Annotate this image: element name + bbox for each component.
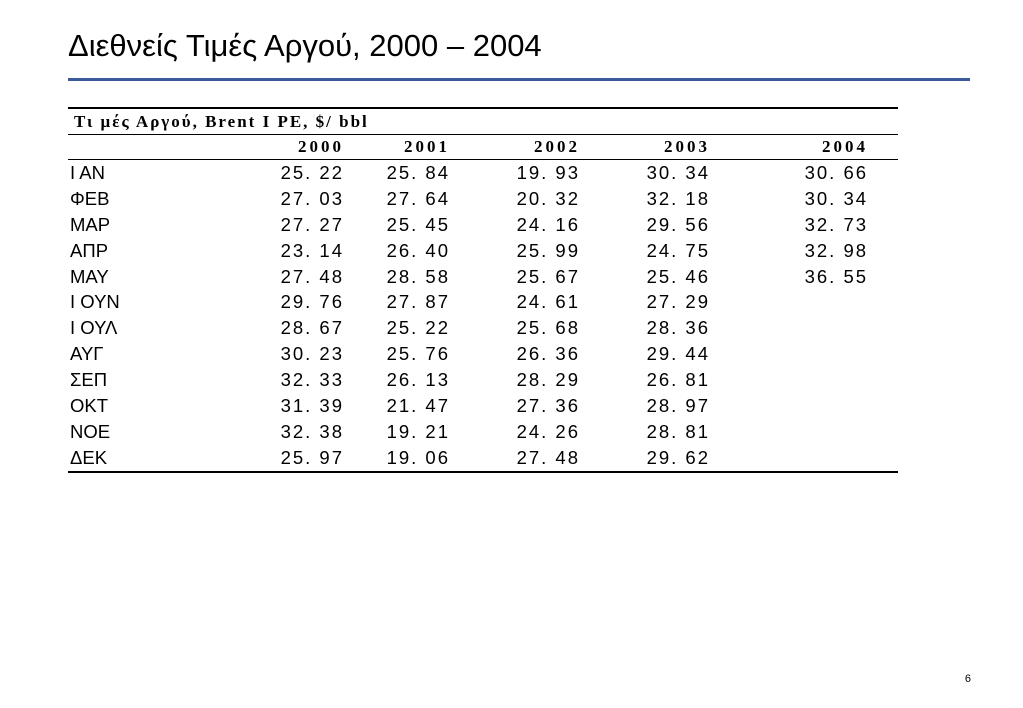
month-label: ΑΠΡ — [70, 239, 109, 261]
price-cell — [740, 341, 898, 367]
column-header-year: 2000 — [268, 135, 374, 160]
column-header-year: 2002 — [480, 135, 610, 160]
price-cell: 30. 34 — [646, 161, 710, 183]
page-number: 6 — [964, 673, 971, 685]
price-cell: 30. 66 — [804, 161, 869, 183]
price-cell: 25. 76 — [386, 343, 450, 365]
month-label: ΣΕΠ — [70, 369, 108, 391]
price-cell — [740, 367, 898, 393]
table-body — [68, 160, 898, 472]
month-label: ΑΥΓ — [70, 343, 104, 365]
table-row — [68, 238, 898, 264]
price-cell: 29. 62 — [610, 445, 740, 472]
table-row — [68, 315, 898, 341]
month-label: Ι ΟΥΝ — [70, 291, 120, 313]
price-cell: 21. 47 — [386, 394, 450, 416]
price-cell: 32. 33 — [280, 369, 344, 391]
table-caption-row — [68, 108, 898, 135]
price-cell: 27. 36 — [516, 394, 580, 416]
price-cell: 27. 03 — [280, 187, 344, 209]
price-cell — [740, 393, 898, 419]
price-cell: 32. 73 — [804, 213, 869, 235]
price-cell: 36. 55 — [804, 265, 869, 287]
price-cell: 25. 84 — [386, 161, 450, 183]
price-cell: 30. 23 — [280, 343, 344, 365]
price-cell: 27. 48 — [280, 265, 344, 287]
price-cell: 25. 67 — [516, 265, 580, 287]
price-cell: 28. 81 — [646, 420, 710, 442]
month-label: Ι ΟΥΛ — [70, 317, 118, 339]
table-row — [68, 160, 898, 186]
table-row — [68, 341, 898, 367]
price-cell: 25. 22 — [386, 317, 450, 339]
price-cell: 28. 97 — [646, 394, 710, 416]
price-cell — [740, 315, 898, 341]
column-header-year: 2003 — [610, 135, 740, 160]
month-label: ΜΑΡ — [70, 213, 111, 235]
price-cell: 25. 68 — [516, 317, 580, 339]
price-cell: 27. 64 — [386, 187, 450, 209]
price-cell: 26. 36 — [516, 343, 580, 365]
price-cell: 28. 67 — [280, 317, 344, 339]
column-header-year: 2004 — [740, 135, 898, 160]
table-row — [68, 212, 898, 238]
price-cell: 24. 61 — [516, 291, 580, 313]
price-cell — [740, 419, 898, 445]
price-cell: 28. 36 — [646, 317, 710, 339]
price-cell: 27. 87 — [386, 291, 450, 313]
price-cell: 24. 75 — [646, 239, 710, 261]
price-cell: 23. 14 — [280, 239, 344, 261]
price-cell: 20. 32 — [516, 187, 580, 209]
month-label: Ι ΑΝ — [70, 161, 105, 183]
price-cell: 27. 48 — [480, 445, 610, 472]
price-cell: 25. 45 — [386, 213, 450, 235]
month-label: ΜΑΥ — [70, 265, 109, 287]
price-cell: 26. 13 — [386, 369, 450, 391]
table-row — [68, 186, 898, 212]
table-row — [68, 445, 898, 472]
table-row — [68, 264, 898, 290]
price-cell: 26. 40 — [386, 239, 450, 261]
table-row — [68, 393, 898, 419]
price-cell: 29. 76 — [280, 291, 344, 313]
month-label: ΝΟΕ — [70, 420, 111, 442]
price-cell: 29. 56 — [646, 213, 710, 235]
table-caption: Τι μές Αργού, Brent I PE, $/ bbl — [68, 108, 898, 135]
price-cell: 19. 21 — [386, 420, 450, 442]
price-cell: 31. 39 — [280, 394, 344, 416]
price-cell: 32. 18 — [646, 187, 710, 209]
price-cell: 27. 29 — [646, 291, 710, 313]
price-cell: 28. 58 — [386, 265, 450, 287]
price-cell: 19. 93 — [516, 161, 580, 183]
table-row — [68, 419, 898, 445]
price-cell: 25. 46 — [646, 265, 710, 287]
month-label: ΦΕΒ — [70, 187, 110, 209]
oil-price-table — [68, 107, 898, 473]
title-underline — [68, 78, 970, 81]
price-cell: 19. 06 — [374, 445, 480, 472]
price-cell: 30. 34 — [804, 187, 869, 209]
price-cell: 25. 97 — [268, 445, 374, 472]
column-header-year: 2001 — [374, 135, 480, 160]
price-cell — [740, 445, 898, 472]
price-cell: 28. 29 — [516, 369, 580, 391]
month-column-header — [68, 135, 268, 160]
price-cell: 24. 26 — [516, 420, 580, 442]
price-cell: 25. 22 — [280, 161, 344, 183]
month-label: ΟΚΤ — [70, 394, 109, 416]
month-label: ΔΕΚ — [68, 445, 268, 472]
price-cell: 26. 81 — [646, 369, 710, 391]
price-cell — [740, 289, 898, 315]
table-row — [68, 289, 898, 315]
slide-title: Διεθνείς Τιμές Αργού, 2000 – 2004 — [68, 28, 542, 63]
price-cell: 27. 27 — [280, 213, 344, 235]
price-cell: 32. 98 — [804, 239, 869, 261]
table-header-row — [68, 135, 898, 160]
price-cell: 24. 16 — [516, 213, 580, 235]
price-cell: 32. 38 — [280, 420, 344, 442]
table-row — [68, 367, 898, 393]
price-cell: 25. 99 — [516, 239, 580, 261]
price-cell: 29. 44 — [646, 343, 710, 365]
